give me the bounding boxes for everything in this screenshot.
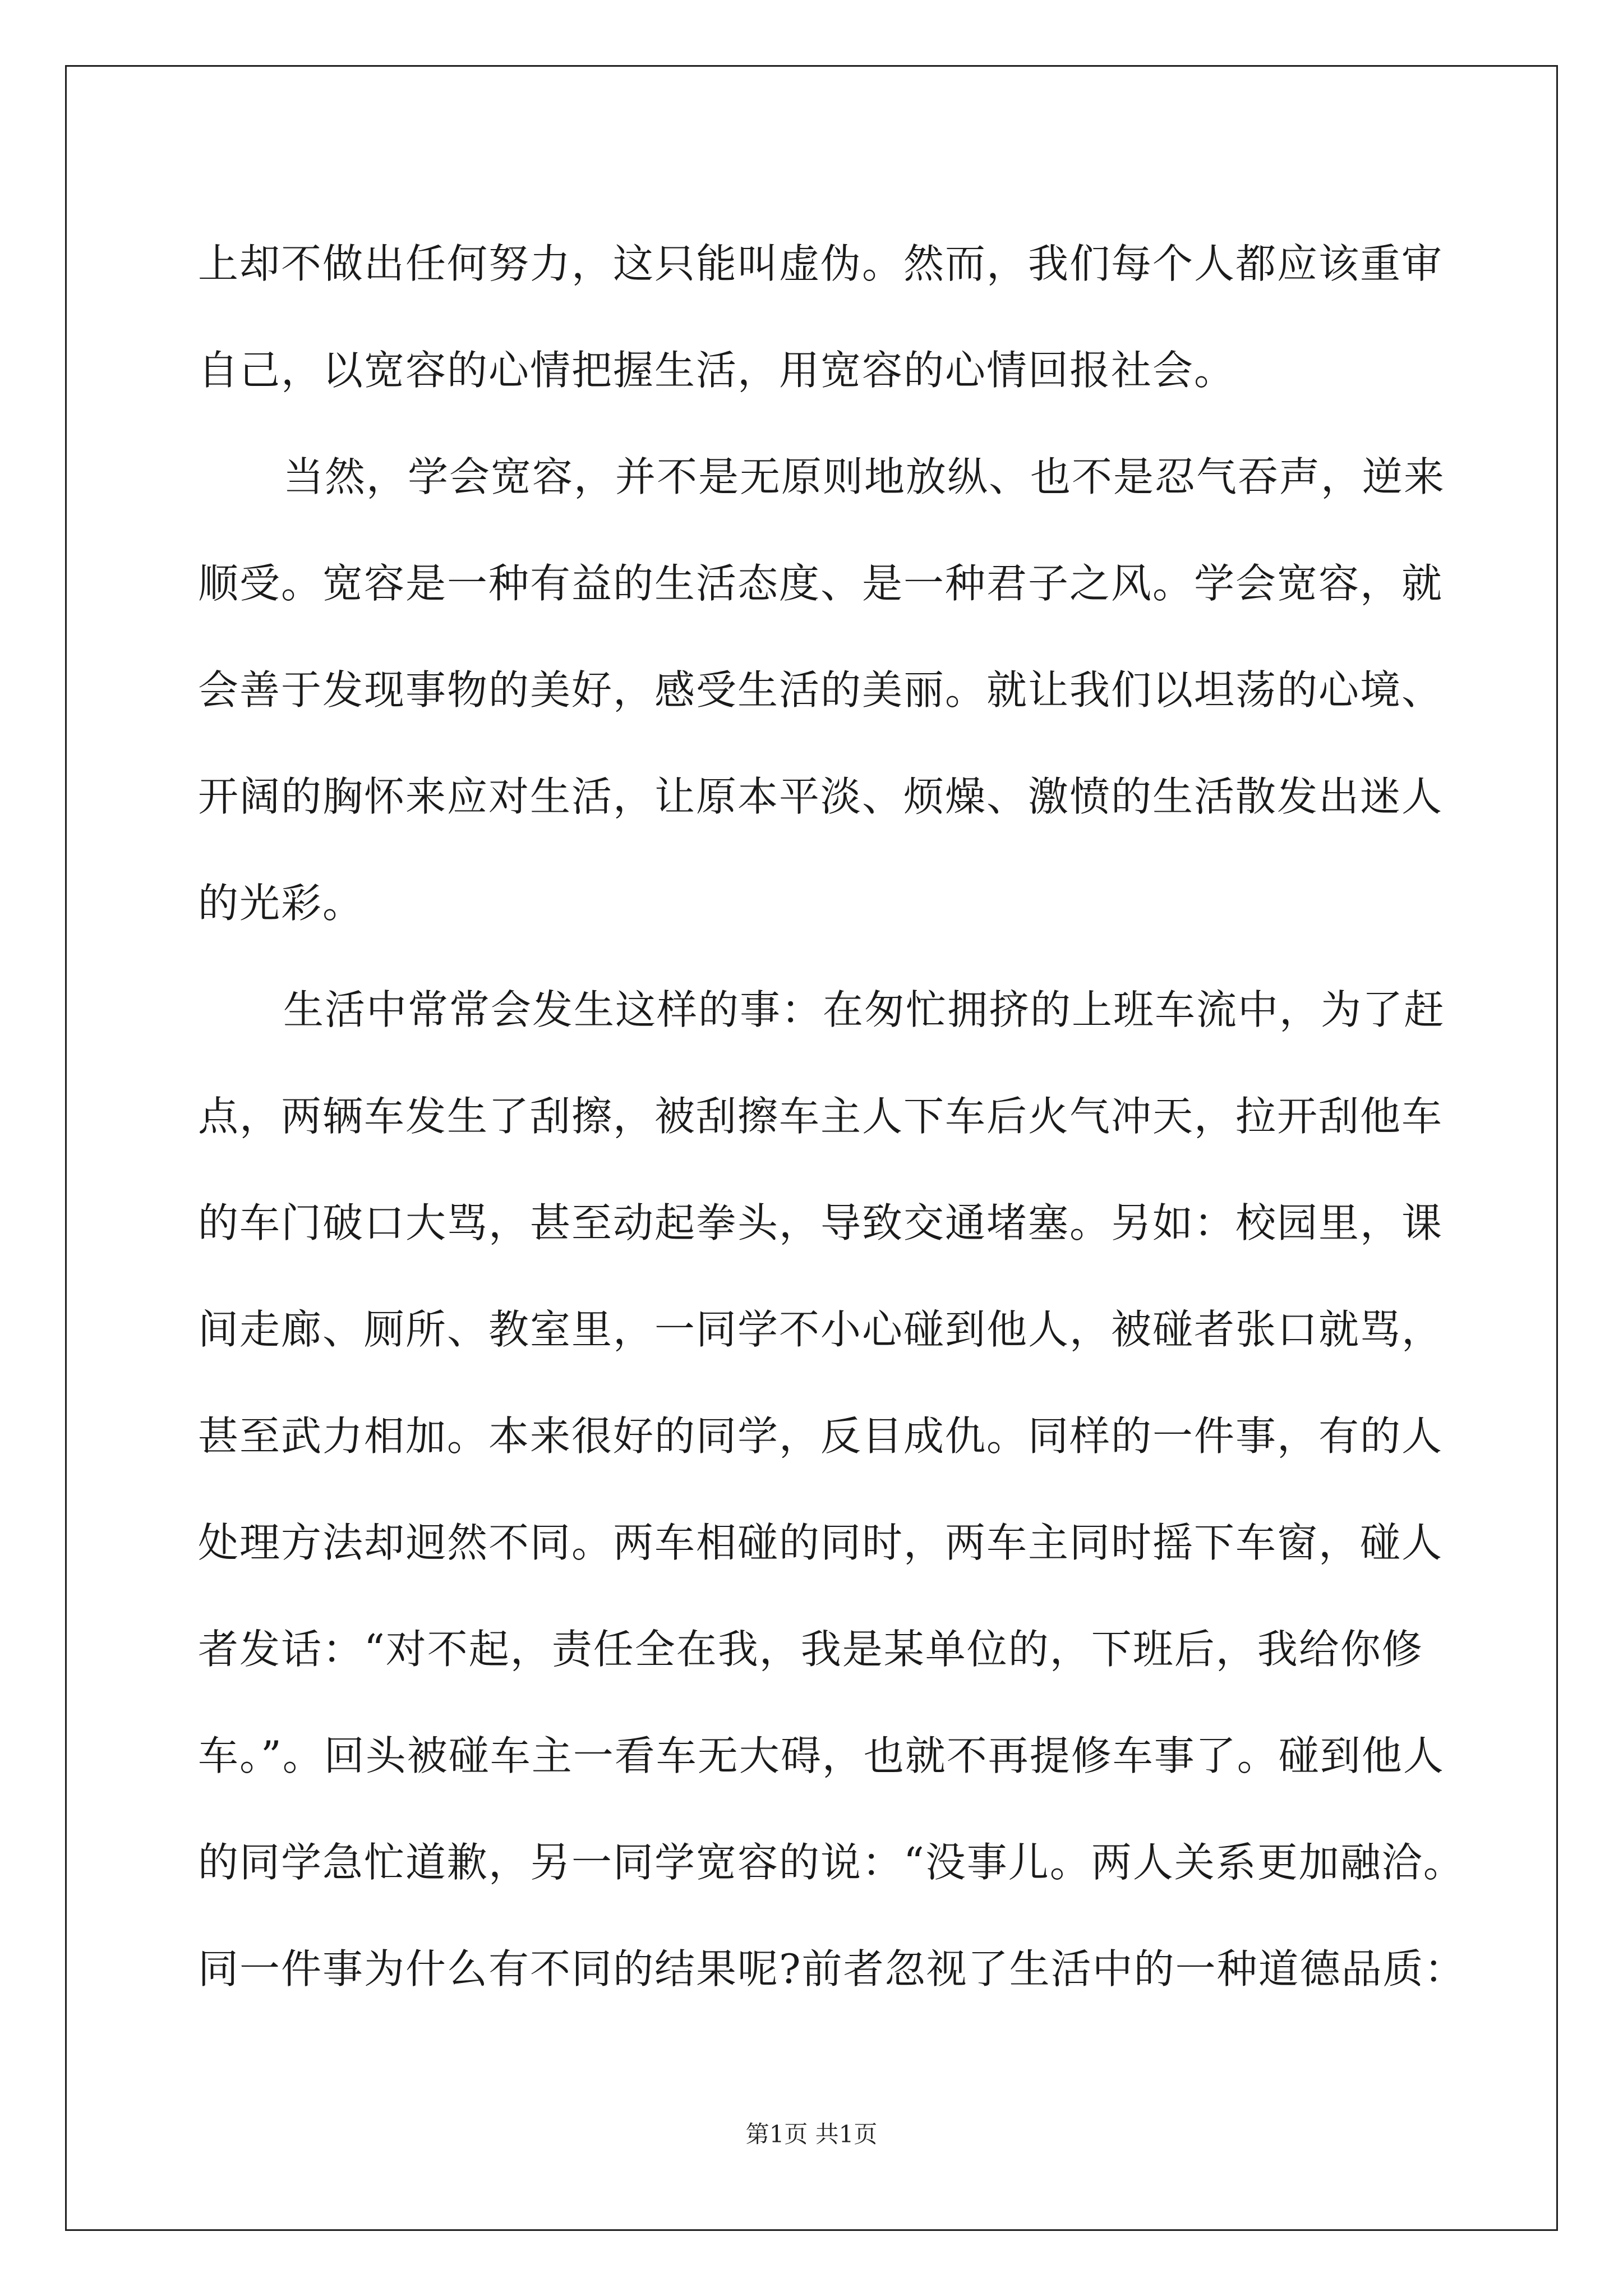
text-line: 的同学急忙道歉，另一同学宽容的说：“没事儿。两人关系更加融洽。: [198, 1839, 1465, 1886]
text-line: 点，两辆车发生了刮擦，被刮擦车主人下车后火气冲天，拉开刮他车: [198, 1093, 1444, 1140]
text-line: 生活中常常会发生这样的事：在匆忙拥挤的上班车流中，为了赶: [283, 986, 1446, 1033]
page-footer: [0, 2118, 1623, 2151]
text-line: 者发话：“对不起，责任全在我，我是某单位的，下班后，我给你修: [198, 1626, 1423, 1673]
text-line: 甚至武力相加。本来很好的同学，反目成仇。同样的一件事，有的人: [198, 1412, 1444, 1460]
document-body: [198, 210, 1465, 2022]
page-number-label: 第1页 共1页: [745, 2120, 878, 2148]
text-line: 上却不做出任何努力，这只能叫虚伪。然而，我们每个人都应该重审: [198, 240, 1444, 287]
text-line: 同一件事为什么有不同的结果呢?前者忽视了生活中的一种道德品质：: [198, 1945, 1466, 1993]
text-line: 的光彩。: [198, 880, 365, 927]
text-line: 处理方法却迥然不同。两车相碰的同时，两车主同时摇下车窗，碰人: [198, 1519, 1444, 1566]
text-line: 间走廊、厕所、教室里，一同学不小心碰到他人，被碰者张口就骂，: [198, 1306, 1444, 1353]
text-line: 会善于发现事物的美好，感受生活的美丽。就让我们以坦荡的心境、: [198, 666, 1444, 714]
text-line: 车。”。回头被碰车主一看车无大碍，也就不再提修车事了。碰到他人: [198, 1732, 1445, 1779]
text-line: 顺受。宽容是一种有益的生活态度、是一种君子之风。学会宽容，就: [198, 560, 1444, 607]
text-line: 自己，以宽容的心情把握生活，用宽容的心情回报社会。: [198, 347, 1236, 394]
text-line: 开阔的胸怀来应对生活，让原本平淡、烦燥、激愤的生活散发出迷人: [198, 773, 1444, 820]
text-line: 的车门破口大骂，甚至动起拳头，导致交通堵塞。另如：校园里，课: [198, 1199, 1444, 1246]
text-line: 当然，学会宽容，并不是无原则地放纵、也不是忍气吞声，逆来: [283, 453, 1446, 500]
